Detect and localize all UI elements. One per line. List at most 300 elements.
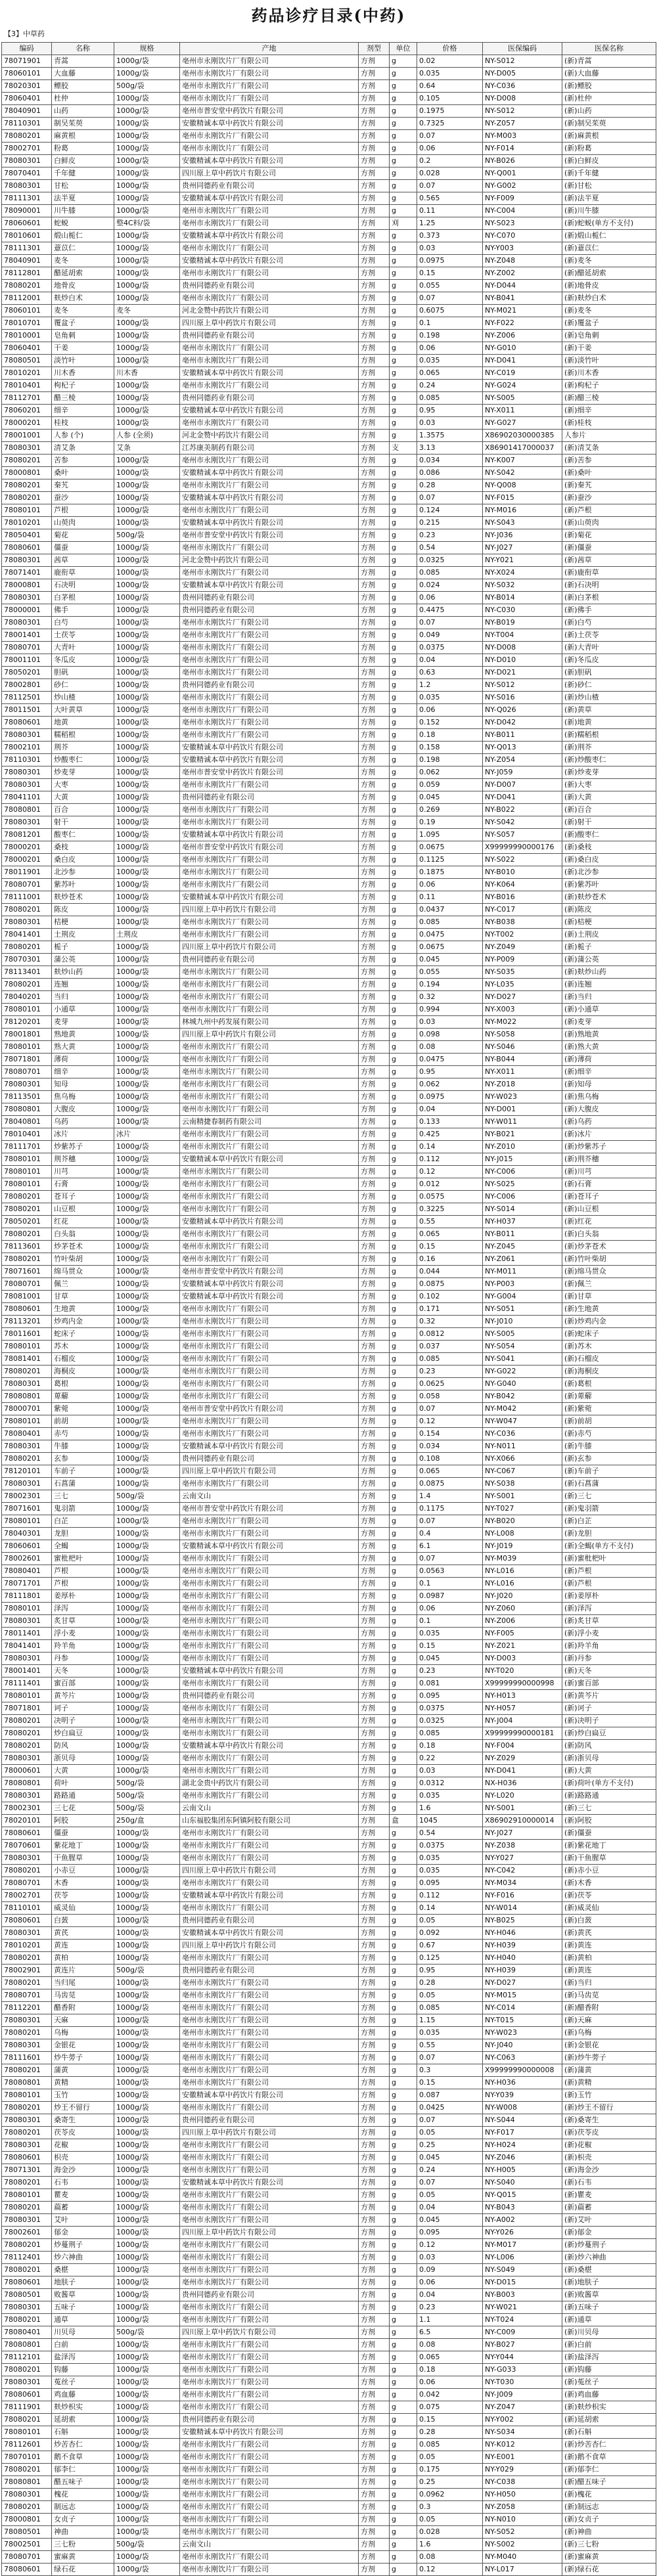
table-row [2,1865,656,1877]
table-row [2,891,656,904]
cell-unit: g [390,692,417,704]
cell-code: 78111801 [2,1590,52,1603]
cell-price: 0.07 [417,2114,483,2127]
cell-dosage-form: 方剂 [359,2539,390,2551]
table-row [2,1203,656,1216]
cell-insurance-code: NY-M042 [483,1403,562,1415]
table-row [2,717,656,729]
cell-spec: 1000g/袋 [114,2102,180,2114]
cell-spec: 1000g/袋 [114,1528,180,1540]
table-row [2,242,656,255]
cell-price: 0.055 [417,966,483,979]
cell-unit: g [390,1203,417,1216]
cell-spec: 1000g/袋 [114,2189,180,2202]
cell-unit: g [390,816,417,829]
cell-price: 0.0375 [417,642,483,654]
cell-unit: g [390,2339,417,2351]
cell-insurance-name: (新)浙贝母 [562,1752,656,1765]
cell-dosage-form: 方剂 [359,80,390,93]
cell-price: 0.6075 [417,305,483,317]
cell-unit: g [390,1241,417,1253]
cell-spec: 1000g/袋 [114,280,180,292]
cell-dosage-form: 方剂 [359,1840,390,1852]
cell-insurance-name: (新)栀子 [562,941,656,954]
cell-insurance-name: (新)红花 [562,1216,656,1228]
cell-code: 78080801 [2,804,52,816]
cell-origin: 亳州市普安堂中药饮片有限公司 [180,841,359,854]
cell-name: 细辛 [52,1066,114,1078]
cell-insurance-name: (新)醋延胡索 [562,267,656,280]
cell-unit: 盒 [390,1815,417,1827]
cell-price: 0.03 [417,2252,483,2264]
column-header-dosage-form: 剂型 [359,43,390,55]
cell-insurance-name: (新)酸枣仁 [562,829,656,841]
cell-price: 0.0875 [417,1478,483,1490]
cell-unit: g [390,804,417,816]
cell-dosage-form: 方剂 [359,305,390,317]
cell-name: 羚羊角 [52,1640,114,1653]
cell-insurance-code: NY-S042 [483,467,562,479]
table-row [2,205,656,217]
cell-insurance-name: (新)绿石花 [562,2564,656,2576]
cell-name: 泽泻 [52,1603,114,1615]
cell-unit: g [390,105,417,118]
cell-origin: 亳州市永刚饮片厂有限公司 [180,1615,359,1628]
cell-name: 女贞子 [52,2514,114,2526]
cell-price: 0.05 [417,2127,483,2139]
cell-price: 0.125 [417,1952,483,1965]
cell-unit: g [390,1665,417,1677]
cell-origin: 亳州市普安堂中药饮片有限公司 [180,766,359,779]
cell-code: 78000201 [2,841,52,854]
cell-unit: g [390,143,417,155]
cell-code: 78080101 [2,1415,52,1428]
cell-insurance-name: (新)甘松 [562,180,656,192]
cell-price: 0.1975 [417,105,483,118]
cell-dosage-form: 方剂 [359,1690,390,1702]
cell-name: 佩兰 [52,1278,114,1291]
cell-spec: 1000g/袋 [114,1890,180,1902]
cell-price: 0.425 [417,1128,483,1141]
cell-dosage-form: 方剂 [359,2227,390,2239]
cell-insurance-code: NY-B003 [483,2289,562,2301]
cell-spec: 1000g/袋 [114,93,180,105]
cell-price: 0.63 [417,667,483,679]
cell-code: 78080201 [2,1977,52,1989]
cell-unit: g [390,1802,417,1815]
table-row [2,1103,656,1116]
cell-origin: 亳州市永刚饮片厂有限公司 [180,729,359,742]
cell-name: 败酱草 [52,2289,114,2301]
cell-origin: 亳州市永刚饮片厂有限公司 [180,1078,359,1091]
cell-dosage-form: 方剂 [359,380,390,392]
cell-code: 78110301 [2,118,52,130]
cell-spec: 1000g/袋 [114,1503,180,1515]
cell-origin: 安徽精诚本草中药饮片有限公司 [180,891,359,904]
cell-insurance-name: (新)大血藤 [562,68,656,80]
cell-dosage-form: 方剂 [359,2077,390,2089]
table-row [2,1653,656,1665]
cell-insurance-name: (新)瞿麦 [562,2189,656,2202]
cell-origin: 亳州市永刚饮片厂有限公司 [180,2451,359,2464]
cell-insurance-name: (新)醋五味子 [562,2476,656,2489]
cell-insurance-name: (新)芦根 [562,1565,656,1578]
cell-insurance-code: NY-S057 [483,829,562,841]
table-row [2,1890,656,1902]
cell-name: 麸炒山药 [52,966,114,979]
cell-name: 冬瓜皮 [52,654,114,667]
cell-name: 鹿衔草 [52,567,114,579]
cell-name: 栀子 [52,941,114,954]
cell-price: 0.0675 [417,841,483,854]
table-row [2,904,656,916]
cell-unit: g [390,1915,417,1927]
cell-name: 海桐皮 [52,1366,114,1378]
cell-dosage-form: 方剂 [359,1453,390,1465]
table-row [2,1291,656,1303]
cell-code: 78080601 [2,717,52,729]
cell-unit: g [390,1528,417,1540]
cell-insurance-code: NY-L020 [483,1790,562,1802]
cell-name: 玉竹 [52,2089,114,2102]
table-row [2,966,656,979]
cell-unit: g [390,180,417,192]
cell-origin: 亳州市永刚饮片厂有限公司 [180,2002,359,2014]
cell-spec: 1000g/袋 [114,2401,180,2414]
cell-dosage-form: 方剂 [359,2276,390,2289]
cell-dosage-form: 方剂 [359,1852,390,1865]
cell-origin: 亳州市永刚饮片厂有限公司 [180,1515,359,1528]
cell-price: 0.085 [417,1353,483,1366]
cell-spec: 川木香 [114,367,180,380]
cell-origin: 亳州市永刚饮片厂有限公司 [180,68,359,80]
cell-name: 石膏 [52,1178,114,1191]
cell-code: 78112501 [2,692,52,704]
cell-price: 0.23 [417,1366,483,1378]
cell-origin: 亳州市永刚饮片厂有限公司 [180,2489,359,2501]
cell-price: 0.158 [417,742,483,754]
cell-price: 0.08 [417,2339,483,2351]
cell-unit: g [390,2252,417,2264]
cell-spec: 1000g/袋 [114,2451,180,2464]
cell-spec: 1000g/袋 [114,1403,180,1415]
cell-dosage-form: 方剂 [359,766,390,779]
cell-dosage-form: 方剂 [359,1153,390,1166]
cell-spec: 1000g/袋 [114,2514,180,2526]
cell-code: 78080301 [2,2139,52,2152]
cell-unit: g [390,2027,417,2039]
cell-dosage-form: 方剂 [359,1016,390,1029]
cell-code: 78020101 [2,1815,52,1827]
cell-price: 0.112 [417,1153,483,1166]
cell-dosage-form: 方剂 [359,841,390,854]
cell-name: 大叶黄草 [52,704,114,717]
cell-price: 0.028 [417,2526,483,2539]
cell-unit: g [390,1840,417,1852]
cell-unit: g [390,2276,417,2289]
cell-price: 0.1 [417,317,483,330]
cell-spec: 1000g/袋 [114,1702,180,1715]
cell-dosage-form: 方剂 [359,430,390,442]
cell-unit: g [390,1965,417,1977]
cell-spec: 1000g/袋 [114,55,180,68]
cell-origin: 亳州市永刚饮片厂有限公司 [180,1366,359,1378]
cell-insurance-code: NY-D027 [483,991,562,1004]
table-row [2,1116,656,1128]
cell-dosage-form: 方剂 [359,1228,390,1241]
cell-insurance-name: (新)炒王不留行 [562,2102,656,2114]
cell-insurance-name: (新)芦根 [562,504,656,517]
table-row [2,2014,656,2027]
cell-code: 78010401 [2,380,52,392]
cell-code: 78080201 [2,2264,52,2276]
table-row [2,1715,656,1727]
table-row [2,1902,656,1915]
cell-spec: 1000g/袋 [114,1378,180,1390]
cell-spec: 1000g/袋 [114,1328,180,1341]
cell-name: 蜜百部 [52,1677,114,1690]
cell-name: 秦艽 [52,479,114,492]
cell-name: 大血藤 [52,68,114,80]
cell-spec: 1000g/袋 [114,455,180,467]
cell-code: 78010201 [2,367,52,380]
cell-name: 鹅不食草 [52,2451,114,2464]
cell-price: 0.373 [417,230,483,242]
table-row [2,2089,656,2102]
cell-code: 78020301 [2,80,52,93]
table-row [2,2276,656,2289]
cell-price: 0.03 [417,1016,483,1029]
cell-price: 0.55 [417,1216,483,1228]
cell-name: 荆芥 [52,742,114,754]
cell-dosage-form: 方剂 [359,1291,390,1303]
cell-insurance-code: NY-J009 [483,2389,562,2401]
cell-dosage-form: 方剂 [359,2501,390,2514]
cell-origin: 亳州市永刚饮片厂有限公司 [180,1478,359,1490]
table-row [2,2551,656,2564]
cell-origin: 亳州市永刚饮片厂有限公司 [180,1553,359,1565]
cell-insurance-name: (新)麸炒白术 [562,292,656,305]
cell-origin: 安徽精诚本草中药饮片有限公司 [180,579,359,592]
cell-insurance-name: (新)萹蓄 [562,2202,656,2214]
cell-insurance-code: NY-A002 [483,2214,562,2227]
cell-spec: 1000g/袋 [114,1103,180,1116]
cell-insurance-code: NY-Y027 [483,1852,562,1865]
cell-spec: 500g/袋 [114,529,180,542]
cell-price: 0.042 [417,2389,483,2401]
cell-price: 0.0375 [417,1840,483,1852]
table-row [2,479,656,492]
cell-name: 炒白扁豆 [52,1727,114,1740]
cell-spec: 500g/袋 [114,2539,180,2551]
cell-insurance-name: (新)粉葛 [562,143,656,155]
section-label: 【3】中草药 [4,30,45,38]
cell-unit: g [390,542,417,554]
cell-price: 0.05 [417,1989,483,2002]
cell-name: 苦参 [52,455,114,467]
cell-dosage-form: 方剂 [359,916,390,929]
cell-spec: 1000g/袋 [114,105,180,118]
cell-spec: 1000g/袋 [114,816,180,829]
cell-spec: 1000g/袋 [114,2114,180,2127]
cell-price: 0.0425 [417,2102,483,2114]
cell-insurance-code: NY-X011 [483,405,562,417]
cell-insurance-name: (新)紫花地丁 [562,1840,656,1852]
cell-origin: 山东福胶集团东阿镇阿胶有限公司 [180,1815,359,1827]
cell-spec: 1000g/袋 [114,979,180,991]
cell-insurance-code: NY-Z029 [483,1752,562,1765]
table-row [2,879,656,891]
cell-name: 甘松 [52,180,114,192]
cell-name: 醋五味子 [52,2476,114,2489]
cell-insurance-name: (新)大黄 [562,791,656,804]
cell-code: 78080101 [2,1341,52,1353]
cell-insurance-code: NY-Y026 [483,2227,562,2239]
cell-origin: 安徽精诚本草中药饮片有限公司 [180,1665,359,1677]
cell-spec: 1000g/袋 [114,1540,180,1553]
cell-name: 苏木 [52,1341,114,1353]
cell-name: 炒山楂 [52,692,114,704]
cell-insurance-code: NY-J010 [483,1316,562,1328]
cell-insurance-name: (新)淡竹叶 [562,355,656,367]
cell-insurance-code: NY-X011 [483,1066,562,1078]
cell-insurance-code: NY-L035 [483,979,562,991]
cell-dosage-form: 方剂 [359,2414,390,2426]
cell-name: 黄柏 [52,1952,114,1965]
cell-unit: g [390,2289,417,2301]
table-row [2,1752,656,1765]
cell-unit: g [390,155,417,167]
cell-price: 0.0575 [417,1191,483,1203]
cell-origin: 亳州市永刚饮片厂有限公司 [180,629,359,642]
cell-dosage-form: 方剂 [359,180,390,192]
cell-spec: 500g/袋 [114,1802,180,1815]
cell-dosage-form: 方剂 [359,2426,390,2439]
cell-spec: 1000g/袋 [114,2564,180,2576]
cell-insurance-name: (新)茜草 [562,554,656,567]
cell-code: 78080301 [2,1790,52,1802]
cell-origin: 四川原上草中药饮片有限公司 [180,1465,359,1478]
cell-name: 杜仲 [52,93,114,105]
cell-origin: 亳州市永刚饮片厂有限公司 [180,130,359,143]
cell-insurance-name: (新)天麻 [562,2014,656,2027]
cell-spec: 1000g/袋 [114,1465,180,1478]
cell-dosage-form: 方剂 [359,405,390,417]
cell-insurance-name: (新)羚羊角 [562,1640,656,1653]
cell-name: 连翘 [52,979,114,991]
cell-insurance-code: NY-S040 [483,2177,562,2189]
cell-price: 0.25 [417,2476,483,2489]
cell-price: 0.035 [417,355,483,367]
cell-dosage-form: 方剂 [359,954,390,966]
cell-dosage-form: 方剂 [359,1216,390,1228]
cell-name: 小赤豆 [52,1865,114,1877]
cell-unit: g [390,2426,417,2439]
cell-unit: g [390,642,417,654]
cell-spec: 1000g/袋 [114,504,180,517]
cell-spec: 1000g/袋 [114,143,180,155]
cell-price: 0.565 [417,192,483,205]
table-row [2,1054,656,1066]
cell-insurance-code: NY-D003 [483,1653,562,1665]
cell-name: 干姜 [52,342,114,355]
cell-dosage-form: 方剂 [359,1203,390,1216]
cell-origin: 安徽精诚本草中药饮片有限公司 [180,2089,359,2102]
cell-insurance-name: (新)麸炒山药 [562,966,656,979]
cell-name: 荆芥穗 [52,1153,114,1166]
cell-spec: 1000g/袋 [114,2127,180,2139]
cell-price: 0.07 [417,617,483,629]
table-row [2,1540,656,1553]
cell-name: 乌药 [52,1116,114,1128]
cell-name: 延胡索 [52,2414,114,2426]
table-row [2,979,656,991]
table-row [2,1390,656,1403]
cell-name: 制吴茱萸 [52,118,114,130]
cell-dosage-form: 方剂 [359,579,390,592]
cell-unit: g [390,2301,417,2314]
cell-name: 砂仁 [52,679,114,692]
cell-insurance-code: NY-P003 [483,1278,562,1291]
table-row [2,2077,656,2089]
table-row [2,1877,656,1890]
cell-spec: 1000g/袋 [114,130,180,143]
cell-price: 0.0625 [417,1378,483,1390]
cell-origin: 亳州市永刚饮片厂有限公司 [180,1415,359,1428]
cell-dosage-form: 方剂 [359,292,390,305]
cell-origin: 安徽精诚本草中药饮片有限公司 [180,517,359,529]
cell-name: 红花 [52,1216,114,1228]
cell-origin: 亳州市永刚饮片厂有限公司 [180,2401,359,2414]
cell-insurance-name: (新)绵马贯众 [562,1266,656,1278]
cell-insurance-name: (新)蜜麻黄 [562,2551,656,2564]
cell-spec: 1000g/袋 [114,1366,180,1378]
cell-spec: 1000g/袋 [114,167,180,180]
cell-name: 黄连 [52,1940,114,1952]
cell-insurance-code: NY-F004 [483,1740,562,1752]
cell-price: 0.062 [417,766,483,779]
cell-insurance-code: NY-S038 [483,1478,562,1490]
cell-unit: g [390,1316,417,1328]
cell-code: 78080101 [2,1004,52,1016]
cell-dosage-form: 方剂 [359,1004,390,1016]
cell-unit: g [390,554,417,567]
cell-spec: 1000g/袋 [114,779,180,791]
table-row [2,1016,656,1029]
cell-insurance-name: (新)生地黄 [562,1303,656,1316]
table-row [2,1528,656,1540]
cell-insurance-code: NY-Q013 [483,742,562,754]
cell-insurance-name: (新)冰片 [562,1128,656,1141]
cell-insurance-name: (新)五味子 [562,2301,656,2314]
cell-dosage-form: 方剂 [359,729,390,742]
table-row [2,1440,656,1453]
cell-unit: g [390,1341,417,1353]
cell-insurance-name: (新)败酱草 [562,2289,656,2301]
cell-insurance-name: (新)荆芥穗 [562,1153,656,1166]
cell-price: 0.07 [417,2052,483,2064]
cell-price: 0.23 [417,529,483,542]
cell-unit: g [390,629,417,642]
cell-insurance-code: NY-J019 [483,1540,562,1553]
cell-dosage-form: 方剂 [359,879,390,891]
cell-unit: g [390,717,417,729]
table-row [2,2127,656,2139]
cell-dosage-form: 方剂 [359,205,390,217]
cell-price: 0.3 [417,2501,483,2514]
cell-insurance-name: (新)白蔹 [562,1915,656,1927]
cell-unit: g [390,2514,417,2526]
